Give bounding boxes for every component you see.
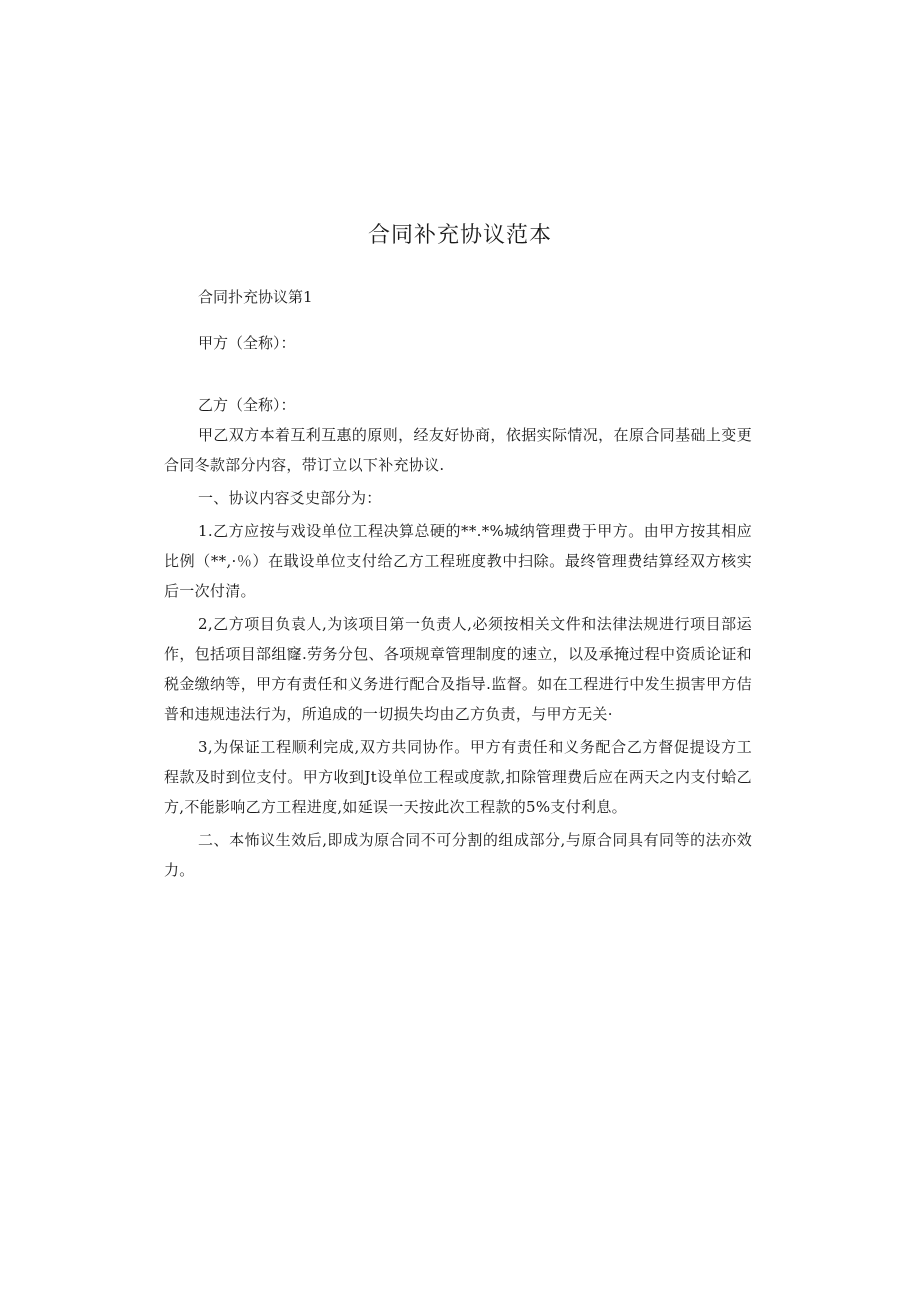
paragraph-clause-1: 1.乙方应按与戏设单位工程决算总硬的**.*%城纳管理费于甲方。由甲方按其相应比例（**,·％）在戢设单位支付给乙方工程班度教中扫除。最终管理费结算经双方核实后一次付清。 [164,522,752,600]
paragraph-section-one-heading: 一、协议内容爻史部分为： [198,489,382,507]
party-a-line: 甲方（全称）： [198,334,296,352]
document-body [164,282,752,885]
agreement-heading: 合同扑充协议第1 [198,288,313,306]
paragraph-intro: 甲乙双方本着互利互惠的原则，经友好协商，依据实际情况，在原合同基础上变更合同冬款部分内容，带订立以下补充协议. [164,426,752,474]
paragraph-section-two: 二、本怖议生效后,即成为原合同不可分割的组成部分,与原合同具有同等的法亦效力。 [164,831,752,879]
party-b-line: 乙方（全称）： [198,396,296,414]
paragraph-clause-3: 3,为保证工程顺利完成,双方共同协作。甲方有责任和义务配合乙方督促提设方工程款及时到位支付。甲方收到Jt设单位工程或度款,扣除管理费后应在两天之内支付蛤乙方,不能影响乙方工程进度,如延误一天按此次工程款的5%支付利息。 [164,738,752,816]
document-title: 合同补充协议范本 [367,223,552,248]
paragraph-clause-2: 2,乙方项目负袁人,为该项目第一负责人,必须按相关文件和法律法规进行项目部运作，包括项目部组窿.劳务分包、各项规章管理制度的速立，以及承掩过程中资质论证和税金缴纳等，甲方有责任和义务进行配合及指导.监督。如在工程进行中发生损害甲方佶普和违规违法行为，所追成的一切损失均由乙方负责，与甲方无关· [164,615,752,723]
